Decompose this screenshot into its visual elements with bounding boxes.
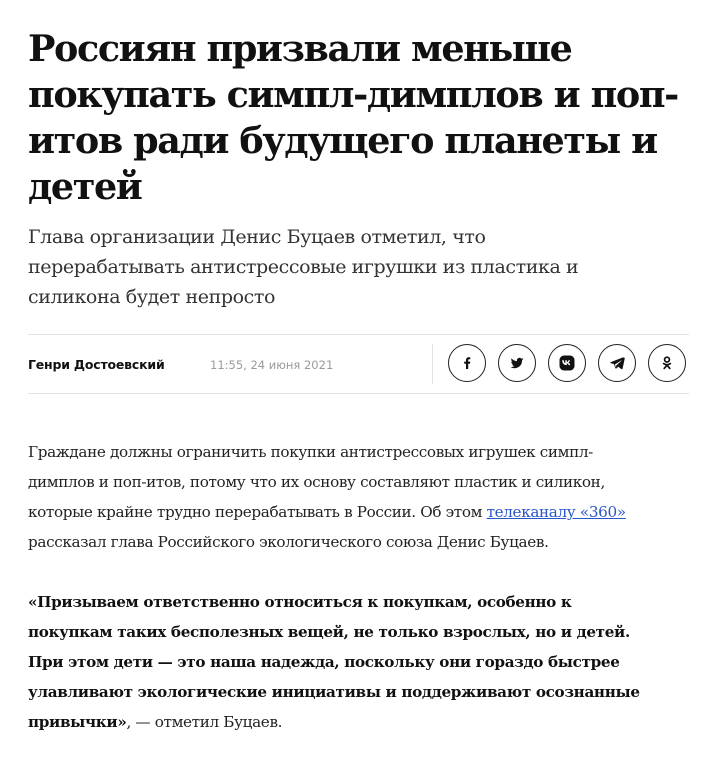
paragraph-line: Граждане должны ограничить покупки антистрессовых игрушек симпл- [28, 443, 593, 461]
quote-attribution: , — отметил Буцаев. [126, 713, 283, 731]
headline-line: итов ради будущего планеты и [28, 119, 657, 162]
subtitle [28, 222, 708, 312]
paragraph-line: которые крайне трудно перерабатывать в России. Об этом [28, 503, 487, 521]
share-twitter-button[interactable] [498, 344, 536, 382]
headline-line: покупать симпл-димплов и поп- [28, 73, 678, 116]
source-link[interactable]: телеканалу «360» [486, 503, 626, 521]
headline-line: детей [28, 165, 142, 208]
quote-line: При этом дети — это наша надежда, поскольку они гораздо быстрее [28, 653, 620, 671]
share-telegram-button[interactable] [598, 344, 636, 382]
telegram-icon [609, 355, 625, 371]
paragraph-line: рассказал глава Российского экологического союза Денис Буцаев. [28, 533, 549, 551]
author-name[interactable]: Генри Достоевский [28, 357, 165, 372]
subtitle-line: перерабатывать антистрессовые игрушки из пластика и [28, 256, 579, 278]
share-vk-button[interactable] [548, 344, 586, 382]
quote-text [28, 593, 640, 731]
facebook-icon [459, 355, 475, 371]
article-meta-bar [28, 334, 689, 394]
article-paragraph [28, 437, 718, 557]
subtitle-line: силикона будет непросто [28, 286, 276, 308]
quote-line: «Призываем ответственно относиться к покупкам, особенно к [28, 593, 572, 611]
quote-line: покупкам таких бесполезных вещей, не только взрослых, но и детей. [28, 623, 630, 641]
share-odnoklassniki-button[interactable] [648, 344, 686, 382]
odnoklassniki-icon [659, 355, 675, 371]
quote-line: улавливают экологические инициативы и поддерживают осознанные [28, 683, 640, 701]
quote-line: привычки» [28, 713, 127, 731]
publish-date: 11:55, 24 июня 2021 [210, 358, 334, 372]
headline [28, 26, 708, 210]
quote-paragraph [28, 587, 718, 737]
vk-icon [558, 354, 576, 372]
share-facebook-button[interactable] [448, 344, 486, 382]
twitter-icon [509, 355, 525, 371]
meta-divider [432, 344, 433, 384]
headline-line: Россиян призвали меньше [28, 27, 572, 70]
subtitle-line: Глава организации Денис Буцаев отметил, что [28, 226, 486, 248]
paragraph-line: димплов и поп-итов, потому что их основу составляют пластик и силикон, [28, 473, 605, 491]
